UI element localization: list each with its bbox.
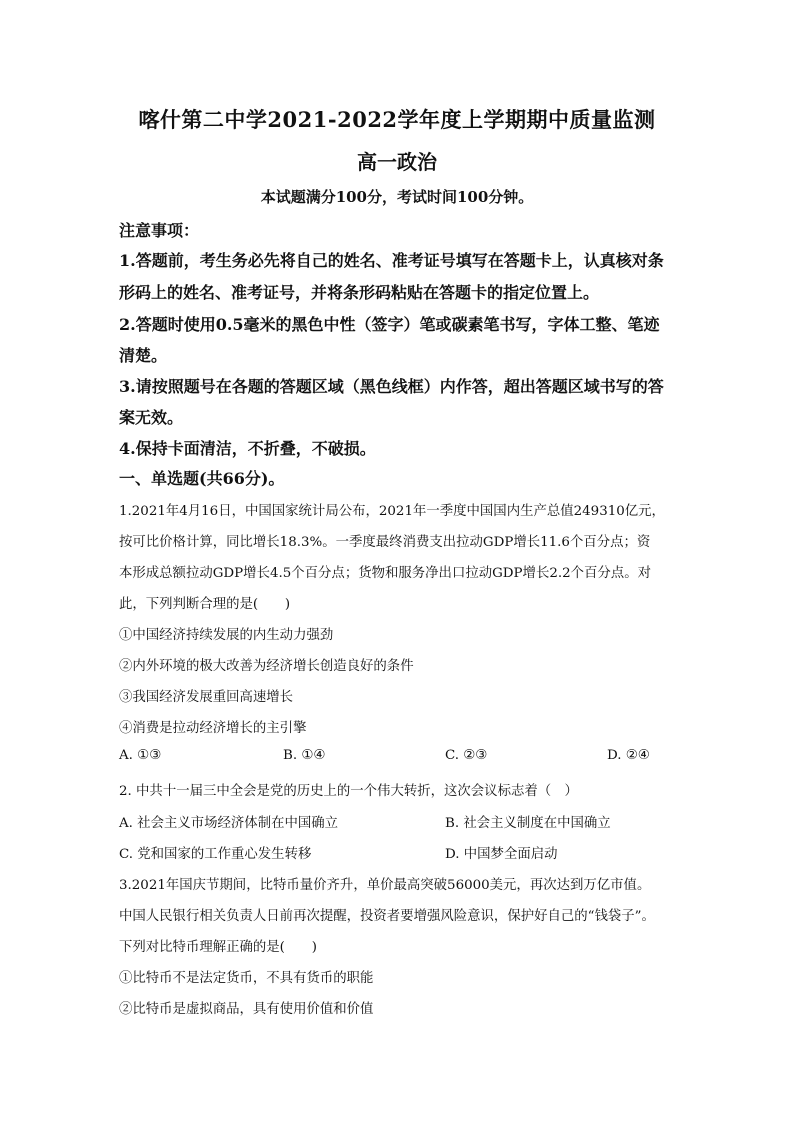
q3-statement-2: ②比特币是虚拟商品，具有使用价值和价值 (119, 1002, 374, 1017)
q1-statement-1: ①中国经济持续发展的内生动力强劲 (119, 628, 334, 643)
q2-option-a: A. 社会主义市场经济体制在中国确立 (119, 816, 339, 831)
q1-option-c: C. ②③ (445, 748, 488, 763)
q3-statement-1: ①比特币不是法定货币，不具有货币的职能 (119, 971, 374, 986)
notice-heading: 注意事项： (119, 221, 200, 240)
notice-3-line-1: 3.请按照题号在各题的答题区域（黑色线框）内作答，超出答题区域书写的答 (119, 377, 664, 396)
exam-title: 喀什第二中学2021-2022学年度上学期期中质量监测 (138, 107, 656, 132)
exam-subject: 高一政治 (357, 150, 437, 174)
section-heading: 一、单选题(共66分)。 (119, 469, 285, 488)
q2-option-d: D. 中国梦全面启动 (445, 847, 558, 862)
q1-statement-3: ③我国经济发展重回高速增长 (119, 690, 294, 705)
notice-2-line-2: 清楚。 (119, 346, 168, 365)
q3-stem-line-1: 3.2021年国庆节期间，比特币量价齐升，单价最高突破56000美元，再次达到万亿市值。 (119, 878, 651, 893)
q1-statement-4: ④消费是拉动经济增长的主引擎 (119, 721, 307, 736)
q2-option-b: B. 社会主义制度在中国确立 (445, 816, 611, 831)
q1-stem-line-1: 1.2021年4月16日，中国国家统计局公布，2021年一季度中国国内生产总值249310亿元， (119, 504, 665, 519)
q2-option-c: C. 党和国家的工作重心发生转移 (119, 847, 312, 862)
notice-1-line-2: 形码上的姓名、准考证号，并将条形码粘贴在答题卡的指定位置上。 (119, 283, 600, 302)
q1-option-b: B. ①④ (283, 748, 326, 763)
q3-stem-line-3: 下列对比特币理解正确的是( ) (119, 940, 317, 955)
notice-1-line-1: 1.答题前，考生务必先将自己的姓名、准考证号填写在答题卡上，认真核对条 (119, 251, 664, 270)
q1-statement-2: ②内外环境的极大改善为经济增长创造良好的条件 (119, 659, 414, 674)
notice-4-line-1: 4.保持卡面清洁，不折叠，不破损。 (119, 439, 376, 458)
q1-option-a: A. ①③ (119, 748, 162, 763)
notice-3-line-2: 案无效。 (119, 408, 184, 427)
q1-stem-line-4: 此，下列判断合理的是( ) (119, 597, 291, 612)
notice-2-line-1: 2.答题时使用0.5毫米的黑色中性（签字）笔或碳素笔书写，字体工整、笔迹 (119, 315, 660, 334)
q1-stem-line-2: 按可比价格计算，同比增长18.3%。一季度最终消费支出拉动GDP增长11.6个百分点；资 (119, 535, 651, 550)
exam-info: 本试题满分100分，考试时间100分钟。 (260, 188, 534, 206)
q3-stem-line-2: 中国人民银行相关负责人日前再次提醒，投资者要增强风险意识，保护好自己的“钱袋子”。 (119, 909, 655, 924)
q2-stem: 2. 中共十一届三中全会是党的历史上的一个伟大转折，这次会议标志着（ ） (119, 784, 578, 799)
q1-stem-line-3: 本形成总额拉动GDP增长4.5个百分点；货物和服务净出口拉动GDP增长2.2个百分点。对 (119, 566, 651, 581)
q1-option-d: D. ②④ (607, 748, 650, 763)
